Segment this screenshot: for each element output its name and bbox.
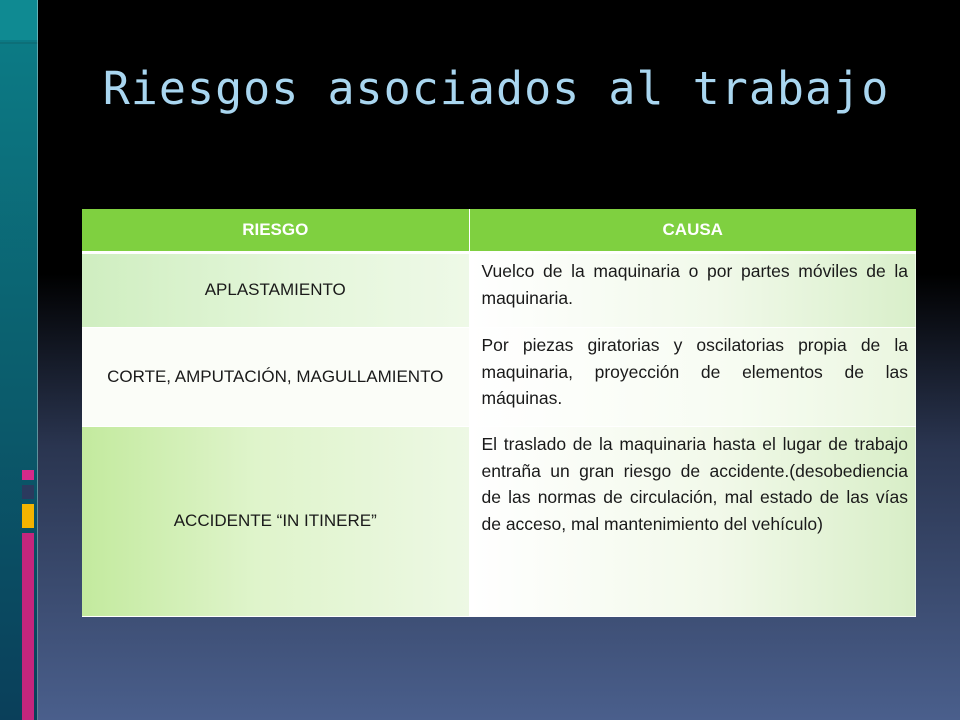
table-header-row <box>82 209 916 253</box>
magenta-bar <box>22 533 34 720</box>
strip-block-top <box>0 0 38 40</box>
causa-cell: Por piezas giratorias y oscilatorias propia de la maquinaria, proyección de elementos de las máquinas. <box>469 328 916 427</box>
side-strip-graphics <box>0 0 38 720</box>
magenta-mark <box>22 470 34 480</box>
header-causa: CAUSA <box>469 209 916 253</box>
strip-line <box>0 42 38 44</box>
navy-mark <box>22 485 34 499</box>
riesgo-cell: ACCIDENTE “IN ITINERE” <box>82 427 469 617</box>
causa-cell: Vuelco de la maquinaria o por partes móviles de la maquinaria. <box>469 253 916 328</box>
strip-edge <box>37 0 38 720</box>
riesgo-cell: APLASTAMIENTO <box>82 253 469 328</box>
riesgo-cell: CORTE, AMPUTACIÓN, MAGULLAMIENTO <box>82 328 469 427</box>
table-row <box>82 253 916 328</box>
decorative-side-strip <box>0 0 38 720</box>
yellow-mark <box>22 504 34 528</box>
slide-title: Riesgos asociados al trabajo <box>102 62 890 115</box>
header-riesgo: RIESGO <box>82 209 469 253</box>
table-row <box>82 328 916 427</box>
risk-table <box>82 209 916 617</box>
causa-cell: El traslado de la maquinaria hasta el lugar de trabajo entraña un gran riesgo de accidente.(desobediencia de las normas de circulación, mal estado de las vías de acceso, mal mantenimiento del vehículo) <box>469 427 916 617</box>
table-row <box>82 427 916 617</box>
